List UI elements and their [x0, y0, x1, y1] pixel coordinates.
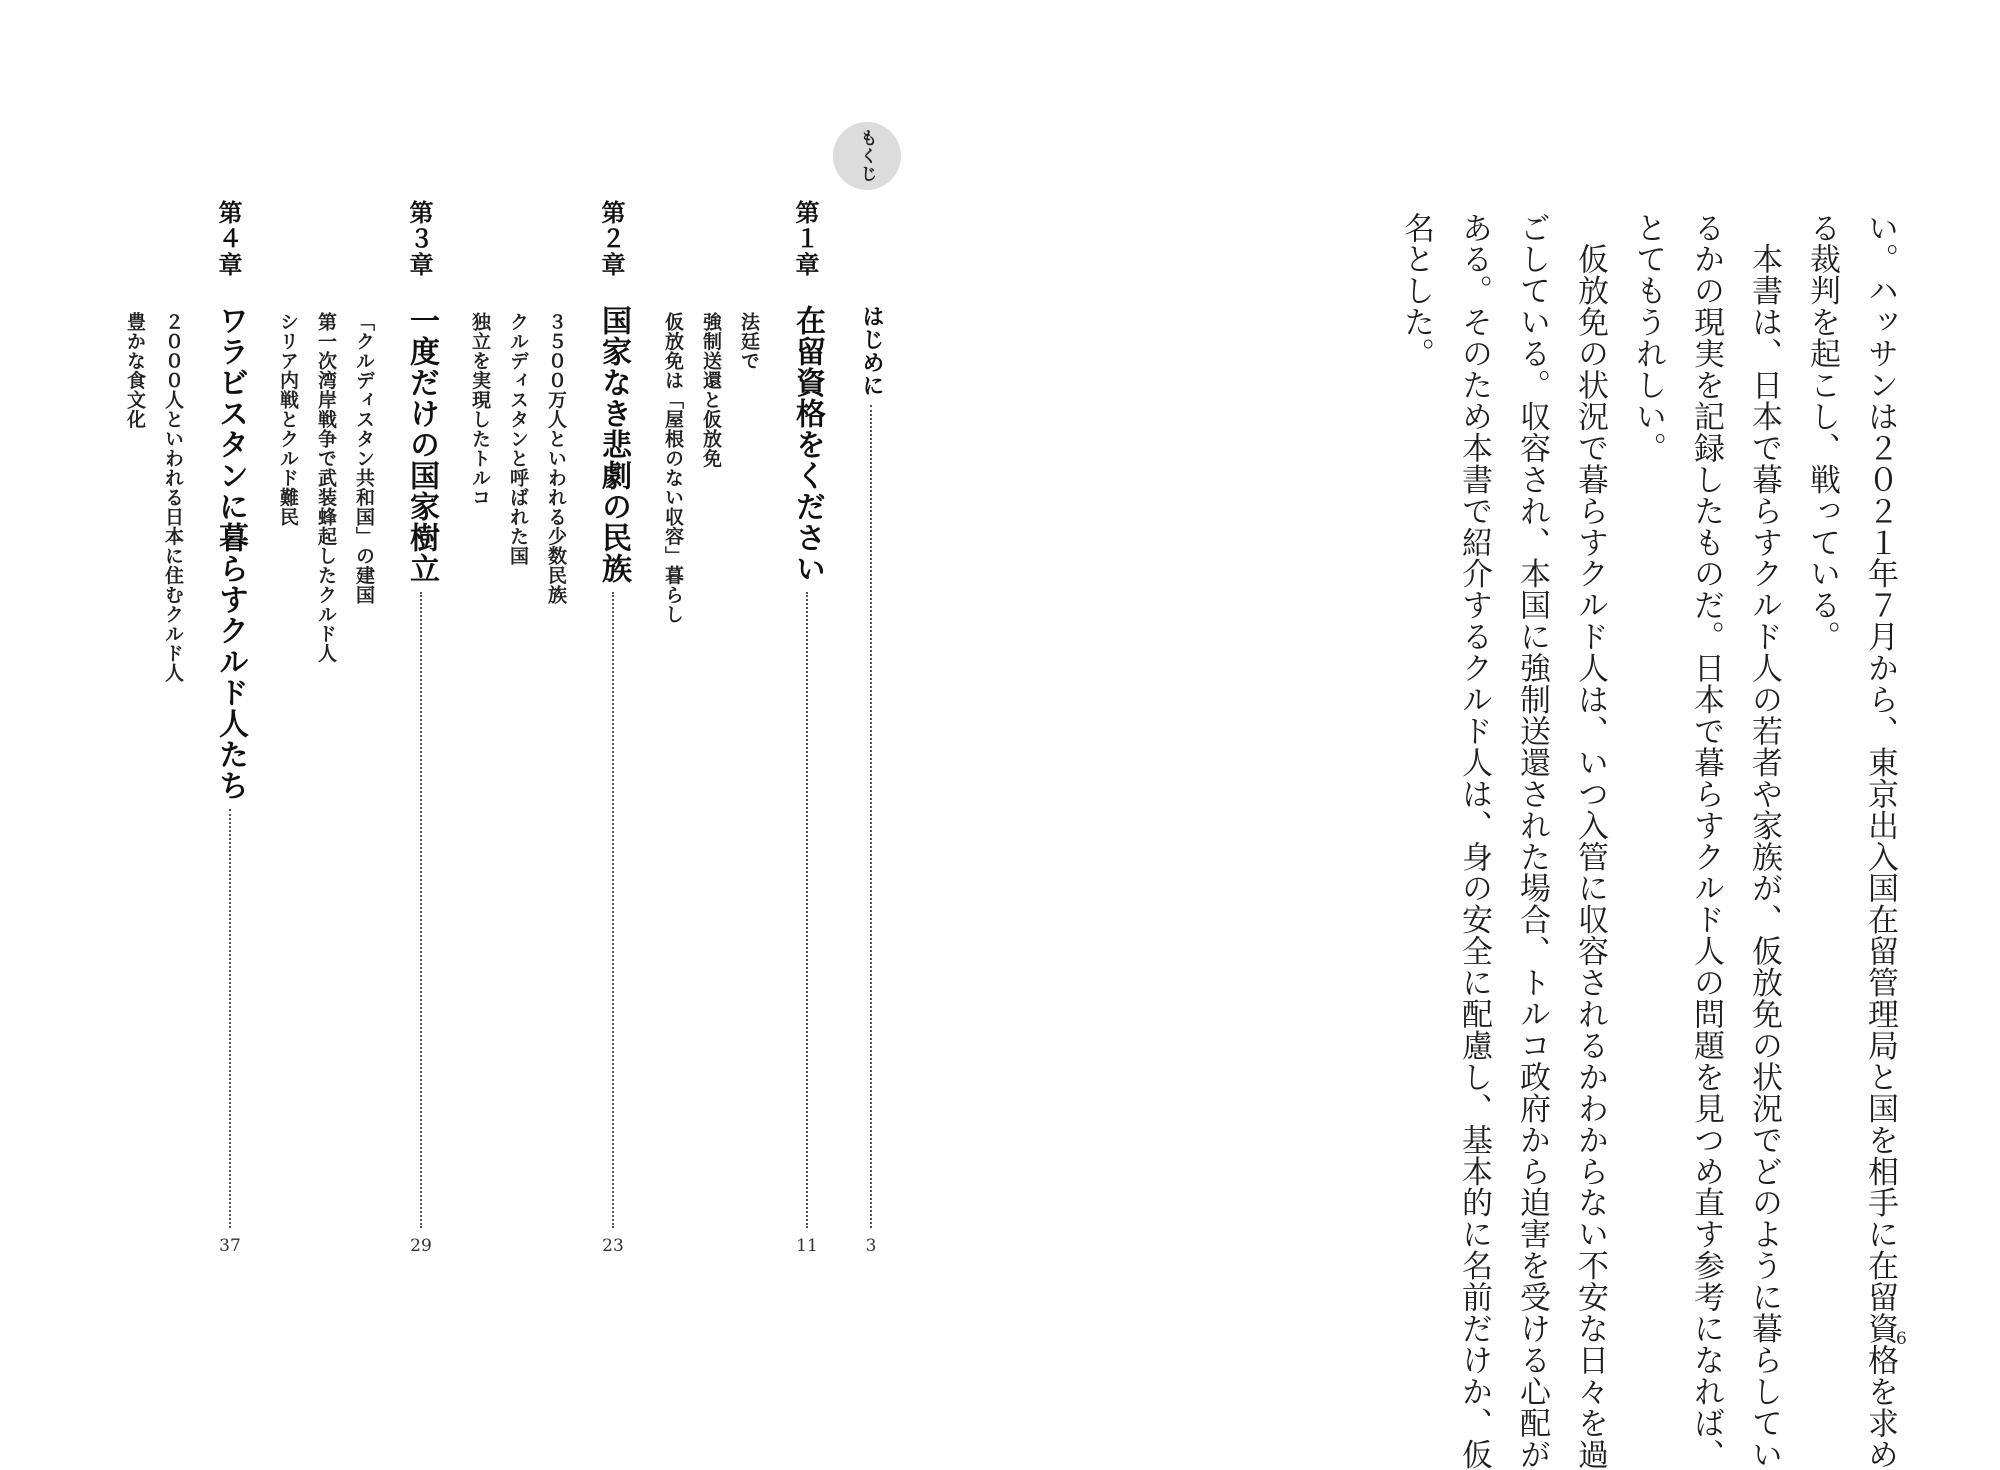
chapter-1-sub-2: 強制送還と仮放免 — [700, 312, 722, 468]
toc-entry-chapter-3[interactable] — [404, 305, 438, 1255]
toc-badge — [833, 122, 901, 190]
body-line-3: 本書は、日本で暮らすクルド人の若者や家族が、仮放免の状況でどのように暮らしてい — [1746, 212, 1782, 1470]
chapter-3-title: 一度だけの国家樹立 — [404, 305, 439, 584]
chapter-1-sub-1: 法廷で — [738, 312, 760, 371]
body-line-7: ごしている。収容され、本国に強制送還された場合、トルコ政府から迫害を受ける心配が — [1514, 212, 1550, 1470]
body-line-1: い。ハッサンは２０２１年７月から、東京出入国在留管理局と国を相手に在留資格を求め — [1862, 212, 1898, 1470]
chapter-4-title: ワラビスタンに暮らすクルド人たち — [213, 305, 248, 801]
chapter-4-sub-2: 豊かな食文化 — [124, 312, 146, 429]
toc-leader-dots — [612, 592, 614, 1228]
toc-leader-dots — [870, 405, 872, 1228]
toc-entry-chapter-1[interactable] — [790, 305, 824, 1255]
chapter-3-label: 第３章 — [405, 200, 433, 278]
chapter-1-label: 第１章 — [791, 200, 819, 278]
toc-entry-intro[interactable] — [854, 305, 888, 1255]
chapter-2-page: 23 — [602, 1236, 624, 1256]
chapter-1-title: 在留資格をください — [790, 305, 825, 584]
body-line-2: る裁判を起こし、戦っている。 — [1804, 212, 1840, 653]
page-number: 6 — [1896, 1329, 1907, 1349]
chapter-3-sub-2: 第一次湾岸戦争で武装蜂起したクルド人 — [315, 312, 337, 663]
body-line-8: ある。そのため本書で紹介するクルド人は、身の安全に配慮し、基本的に名前だけか、仮 — [1456, 212, 1492, 1470]
toc-badge-label: もくじ — [856, 129, 877, 183]
chapter-3-sub-3: シリア内戦とクルド難民 — [277, 312, 299, 527]
chapter-3-sub-1: 「クルディスタン共和国」の建国 — [353, 312, 375, 605]
chapter-2-title: 国家なき悲劇の民族 — [596, 305, 631, 584]
toc-entry-chapter-2[interactable] — [596, 305, 630, 1255]
toc-intro-title: はじめに — [859, 305, 884, 397]
chapter-2-sub-1: ３５００万人といわれる少数民族 — [545, 312, 567, 605]
chapter-1-page: 11 — [796, 1236, 818, 1256]
body-line-4: るかの現実を記録したものだ。日本で暮らすクルド人の問題を見つめ直す参考になれば、 — [1688, 212, 1724, 1470]
chapter-2-label: 第２章 — [597, 200, 625, 278]
chapter-4-page: 37 — [219, 1236, 241, 1256]
body-line-5: とてもうれしい。 — [1630, 212, 1666, 464]
toc-leader-dots — [420, 592, 422, 1228]
chapter-3-page: 29 — [410, 1236, 432, 1256]
chapter-4-sub-1: ２０００人といわれる日本に住むクルド人 — [162, 312, 184, 683]
body-line-9: 名とした。 — [1398, 212, 1434, 370]
toc-intro-page: 3 — [865, 1236, 877, 1256]
body-line-6: 仮放免の状況で暮らすクルド人は、いつ入管に収容されるかわからない不安な日々を過 — [1572, 212, 1608, 1470]
toc-leader-dots — [229, 809, 231, 1228]
chapter-2-sub-2: クルディスタンと呼ばれた国 — [507, 312, 529, 566]
body-text-page — [1000, 0, 2000, 1470]
toc-page — [0, 0, 1000, 1420]
chapter-4-label: 第４章 — [214, 200, 242, 278]
toc-entry-chapter-4[interactable] — [213, 305, 247, 1255]
chapter-1-sub-3: 仮放免は「屋根のない収容」暮らし — [662, 312, 684, 624]
toc-leader-dots — [806, 592, 808, 1228]
chapter-2-sub-3: 独立を実現したトルコ — [469, 312, 491, 507]
